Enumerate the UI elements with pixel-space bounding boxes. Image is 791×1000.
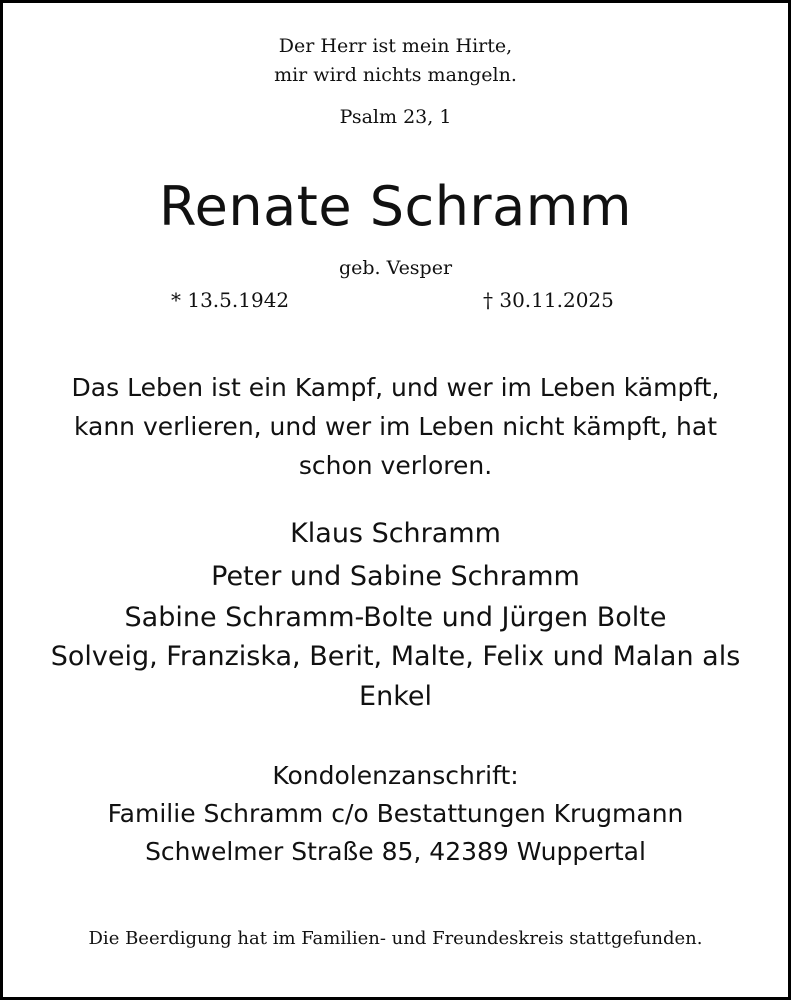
psalm-reference: Psalm 23, 1 (339, 106, 452, 128)
mourner-line-4: Solveig, Franziska, Berit, Malte, Felix und Malan als (50, 641, 741, 672)
psalm-line-1: Der Herr ist mein Hirte, (278, 35, 513, 57)
death-date: † 30.11.2025 (483, 288, 614, 312)
quote-line-1: Das Leben ist ein Kampf, und wer im Leben kämpft, (71, 373, 720, 402)
burial-note: Die Beerdigung hat im Familien- und Freundeskreis stattgefunden. (88, 928, 703, 949)
quote-line-2: kann verlieren, und wer im Leben nicht kämpft, hat (73, 412, 718, 441)
birth-date: * 13.5.1942 (171, 288, 290, 312)
maiden-name: geb. Vesper (338, 257, 453, 279)
condolence-heading: Kondolenzanschrift: (272, 761, 519, 790)
psalm-line-2: mir wird nichts mangeln. (274, 64, 517, 86)
mourner-line-3: Sabine Schramm-Bolte und Jürgen Bolte (124, 602, 667, 633)
condolence-line-2: Schwelmer Straße 85, 42389 Wuppertal (145, 837, 646, 866)
mourner-line-1: Klaus Schramm (290, 518, 501, 549)
quote-line-3: schon verloren. (298, 451, 493, 480)
mourner-line-5: Enkel (359, 681, 432, 712)
condolence-line-1: Familie Schramm c/o Bestattungen Krugmann (107, 799, 684, 828)
deceased-name: Renate Schramm (159, 175, 632, 238)
mourner-line-2: Peter und Sabine Schramm (211, 561, 580, 592)
